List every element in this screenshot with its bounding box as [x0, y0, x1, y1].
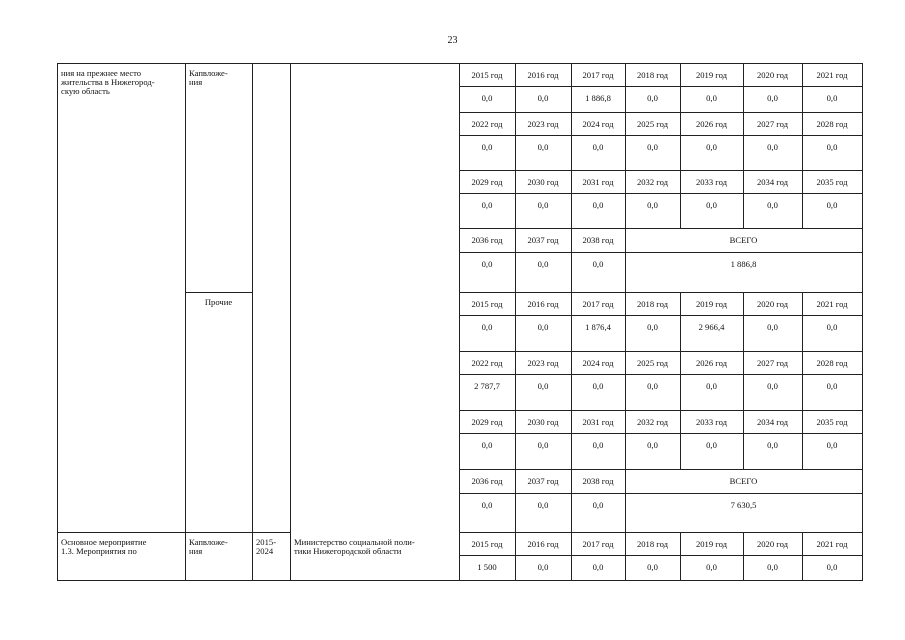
total-value: 7 630,5 [730, 500, 757, 510]
year-value: 0,0 [592, 500, 604, 510]
year-value: 1 876,4 [585, 322, 611, 332]
total-label: ВСЕГО [729, 235, 758, 245]
year-header: 2027 год [756, 119, 789, 129]
year-header: 2024 год [582, 358, 614, 368]
year-header: 2016 год [527, 539, 559, 549]
row-description: Основное мероприятие [61, 537, 147, 547]
year-header: 2029 год [471, 177, 503, 187]
row-period: 2024 [256, 546, 274, 556]
year-value: 0,0 [767, 142, 778, 152]
year-header: 2032 год [636, 417, 669, 427]
year-value: 0,0 [481, 500, 493, 510]
year-value: 0,0 [647, 562, 658, 572]
row-description: ния на прежнее место [61, 68, 142, 78]
year-header: 2026 год [695, 119, 728, 129]
year-value: 0,0 [647, 142, 658, 152]
year-value: 0,0 [537, 500, 549, 510]
year-value: 0,0 [537, 259, 549, 269]
year-header: 2037 год [527, 235, 559, 245]
year-header: 2028 год [816, 119, 848, 129]
year-header: 2025 год [636, 358, 669, 368]
year-value: 0,0 [647, 440, 658, 450]
year-value: 0,0 [706, 93, 717, 103]
row-description: скую область [61, 86, 110, 96]
year-value: 0,0 [481, 142, 493, 152]
year-value: 0,0 [826, 200, 838, 210]
year-header: 2038 год [582, 235, 614, 245]
total-value: 1 886,8 [730, 259, 757, 269]
year-value: 0,0 [537, 562, 549, 572]
year-value: 0,0 [647, 322, 658, 332]
year-header: 2036 год [471, 476, 503, 486]
row-funding-source: Капвложе- [189, 537, 228, 547]
year-value: 0,0 [481, 200, 493, 210]
row-funding-source: Прочие [204, 297, 233, 307]
year-header: 2034 год [756, 417, 789, 427]
year-value: 0,0 [826, 142, 838, 152]
year-header: 2033 год [695, 177, 728, 187]
row-funding-source: Капвложе- [189, 68, 228, 78]
year-header: 2023 год [527, 358, 559, 368]
year-header: 2030 год [527, 177, 559, 187]
year-header: 2023 год [527, 119, 559, 129]
column-rule [252, 63, 253, 581]
year-header: 2035 год [816, 417, 848, 427]
year-value: 0,0 [647, 381, 658, 391]
year-value: 0,0 [706, 381, 717, 391]
year-value: 0,0 [826, 562, 838, 572]
year-header: 2020 год [756, 70, 789, 80]
grid-rule [459, 228, 863, 229]
year-header: 2036 год [471, 235, 503, 245]
year-value: 0,0 [481, 322, 493, 332]
column-rule [185, 63, 186, 581]
year-header: 2019 год [695, 539, 728, 549]
year-header: 2017 год [582, 299, 614, 309]
year-value: 0,0 [826, 322, 838, 332]
page-number: 23 [447, 35, 458, 46]
year-header: 2016 год [527, 70, 559, 80]
year-value: 0,0 [706, 142, 717, 152]
year-header: 2019 год [695, 299, 728, 309]
year-value: 0,0 [647, 200, 658, 210]
year-value: 0,0 [592, 381, 604, 391]
year-header: 2022 год [471, 119, 503, 129]
year-header: 2031 год [582, 177, 614, 187]
grid-rule [459, 252, 863, 253]
year-value: 0,0 [767, 322, 778, 332]
row-executor: Министерство социальной поли- [294, 537, 415, 547]
year-value: 0,0 [767, 200, 778, 210]
year-value: 0,0 [826, 381, 838, 391]
year-header: 2015 год [471, 70, 503, 80]
row-divider [185, 292, 253, 293]
row-description: жительства в Нижегород- [61, 77, 155, 87]
total-label: ВСЕГО [729, 476, 758, 486]
year-value: 0,0 [537, 322, 549, 332]
year-header: 2038 год [582, 476, 614, 486]
grid-rule [459, 469, 863, 470]
year-value: 2 966,4 [698, 322, 725, 332]
year-value: 0,0 [537, 200, 549, 210]
year-value: 0,0 [767, 440, 778, 450]
grid-rule [459, 493, 863, 494]
year-header: 2031 год [582, 417, 614, 427]
year-value: 1 500 [477, 562, 497, 572]
year-header: 2017 год [582, 539, 614, 549]
year-header: 2019 год [695, 70, 728, 80]
year-header: 2024 год [582, 119, 614, 129]
year-value: 0,0 [592, 259, 604, 269]
year-value: 0,0 [592, 142, 604, 152]
year-value: 0,0 [481, 259, 493, 269]
year-value: 0,0 [706, 440, 717, 450]
year-header: 2021 год [816, 70, 848, 80]
year-value: 0,0 [537, 142, 549, 152]
year-header: 2020 год [756, 299, 789, 309]
year-header: 2016 год [527, 299, 559, 309]
table-left-rule [57, 63, 58, 581]
year-value: 0,0 [592, 440, 604, 450]
year-header: 2020 год [756, 539, 789, 549]
year-header: 2015 год [471, 299, 503, 309]
year-value: 0,0 [481, 440, 493, 450]
row-period: 2015- [256, 537, 277, 547]
year-header: 2015 год [471, 539, 503, 549]
year-header: 2034 год [756, 177, 789, 187]
year-value: 0,0 [537, 93, 549, 103]
row-executor: тики Нижегородской области [294, 546, 402, 556]
year-value: 0,0 [826, 440, 838, 450]
year-value: 0,0 [706, 200, 717, 210]
year-value: 0,0 [767, 562, 778, 572]
row-funding-source: ния [189, 77, 203, 87]
year-header: 2026 год [695, 358, 728, 368]
year-value: 1 886,8 [585, 93, 611, 103]
year-value: 0,0 [537, 381, 549, 391]
year-value: 0,0 [767, 381, 778, 391]
year-header: 2018 год [636, 299, 669, 309]
year-value: 0,0 [767, 93, 778, 103]
column-rule [290, 63, 291, 581]
year-header: 2028 год [816, 358, 848, 368]
year-header: 2017 год [582, 70, 614, 80]
year-value: 0,0 [826, 93, 838, 103]
year-header: 2021 год [816, 539, 848, 549]
table-right-rule [862, 63, 863, 581]
row-funding-source: ния [189, 546, 203, 556]
year-header: 2037 год [527, 476, 559, 486]
year-value: 2 787,7 [474, 381, 500, 391]
row-divider [57, 532, 291, 533]
year-header: 2029 год [471, 417, 503, 427]
year-value: 0,0 [537, 440, 549, 450]
year-header: 2030 год [527, 417, 559, 427]
year-value: 0,0 [592, 200, 604, 210]
year-header: 2035 год [816, 177, 848, 187]
year-header: 2018 год [636, 539, 669, 549]
year-header: 2021 год [816, 299, 848, 309]
year-value: 0,0 [647, 93, 658, 103]
year-header: 2022 год [471, 358, 503, 368]
row-description: 1.3. Мероприятия по [61, 546, 137, 556]
year-value: 0,0 [481, 93, 493, 103]
year-header: 2027 год [756, 358, 789, 368]
year-header: 2032 год [636, 177, 669, 187]
year-header: 2025 год [636, 119, 669, 129]
year-value: 0,0 [592, 562, 604, 572]
year-header: 2033 год [695, 417, 728, 427]
year-header: 2018 год [636, 70, 669, 80]
year-value: 0,0 [706, 562, 717, 572]
